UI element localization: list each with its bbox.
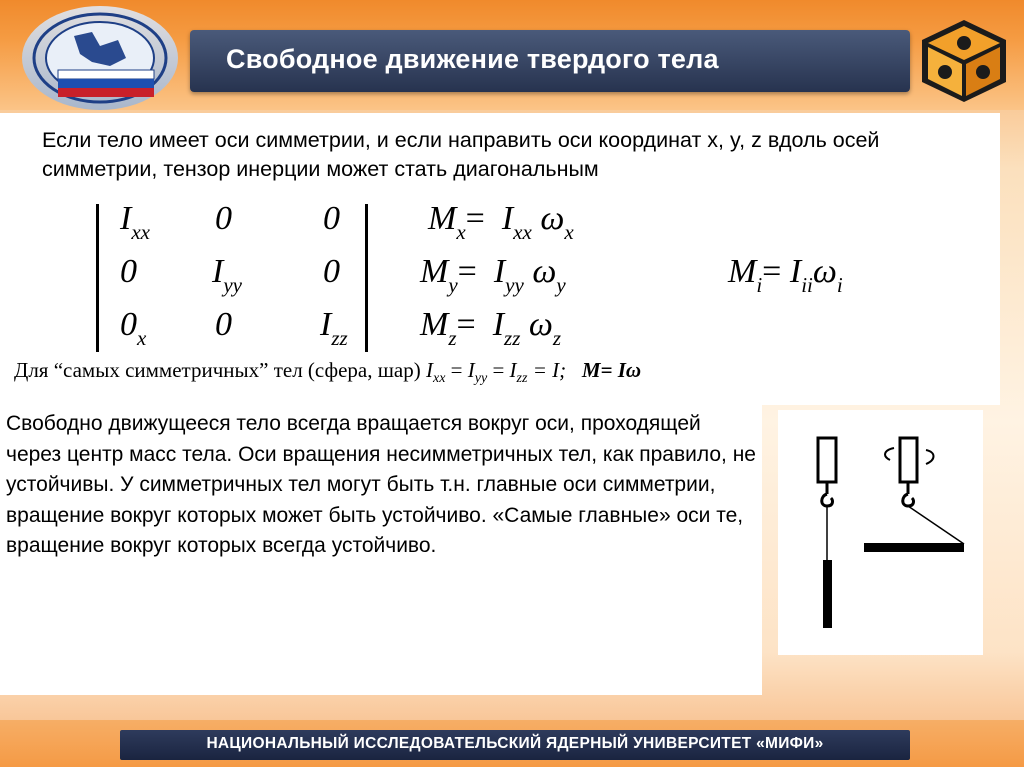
matrix-cell: $I_{yy}$ — [212, 253, 242, 297]
equation-mz: $M_z= I_{zz}$ $\omega_z$ — [420, 306, 562, 350]
matrix-row-2: 0 — [120, 253, 137, 290]
intro-text: Если тело имеет оси симметрии, и если направить оси координат x, y, z вдоль осей симметрии, тензор инерции может стать диагональным — [42, 128, 880, 181]
matrix-right-bar — [365, 204, 368, 352]
symmetric-bodies-line: Для “самых симметричных” тел (сфера, шар) $I_{xx} = I_{yy} = I_{zz} = I$; M= Iω — [14, 358, 642, 386]
rotation-stability-figure — [778, 410, 983, 655]
equation-mi: $M_i= I_{ii}\omega_i$ — [728, 253, 843, 297]
matrix-cell: 0 — [215, 306, 232, 343]
body-text: Свободно движущееся тело всегда вращается вокруг оси, проходящей через центр масс тела. Оси вращения несимметричных тел, как правило, не устойчивы. У симметричных тел могут быть т.н. главные оси симметрии, вращение вокруг которых может быть устойчиво. «Самые главные» оси те, вращение вокруг которых всегда устойчиво. — [6, 412, 756, 557]
matrix-cell: 0 — [323, 253, 340, 290]
matrix-cell: $I_{zz}$ — [320, 306, 348, 350]
symmetric-text: Для “самых симметричных” тел (сфера, шар) — [14, 358, 426, 382]
matrix-row-3: $0_x$ — [120, 306, 147, 350]
equation-my: $M_y= I_{yy}$ $\omega_y$ — [420, 253, 566, 297]
equation-mx: $M_x= I_{xx}$ $\omega_x$ — [428, 200, 574, 244]
university-emblem-icon — [22, 6, 182, 110]
angular-momentum-formula: M= Iω — [581, 358, 642, 382]
page-title: Свободное движение твердого тела — [226, 44, 719, 74]
matrix-cell: 0 — [215, 200, 232, 237]
mephi-cube-logo-icon — [918, 18, 1010, 104]
hanging-rod-icon — [818, 438, 836, 628]
footer-text: НАЦИОНАЛЬНЫЙ ИССЛЕДОВАТЕЛЬСКИЙ ЯДЕРНЫЙ УНИВЕРСИТЕТ «МИФИ» — [206, 735, 824, 752]
rotating-rod-icon — [864, 438, 964, 552]
matrix-cell: 0 — [323, 200, 340, 237]
matrix-left-bar — [96, 204, 99, 352]
matrix-row-1: $I_{xx}$ — [120, 200, 150, 244]
